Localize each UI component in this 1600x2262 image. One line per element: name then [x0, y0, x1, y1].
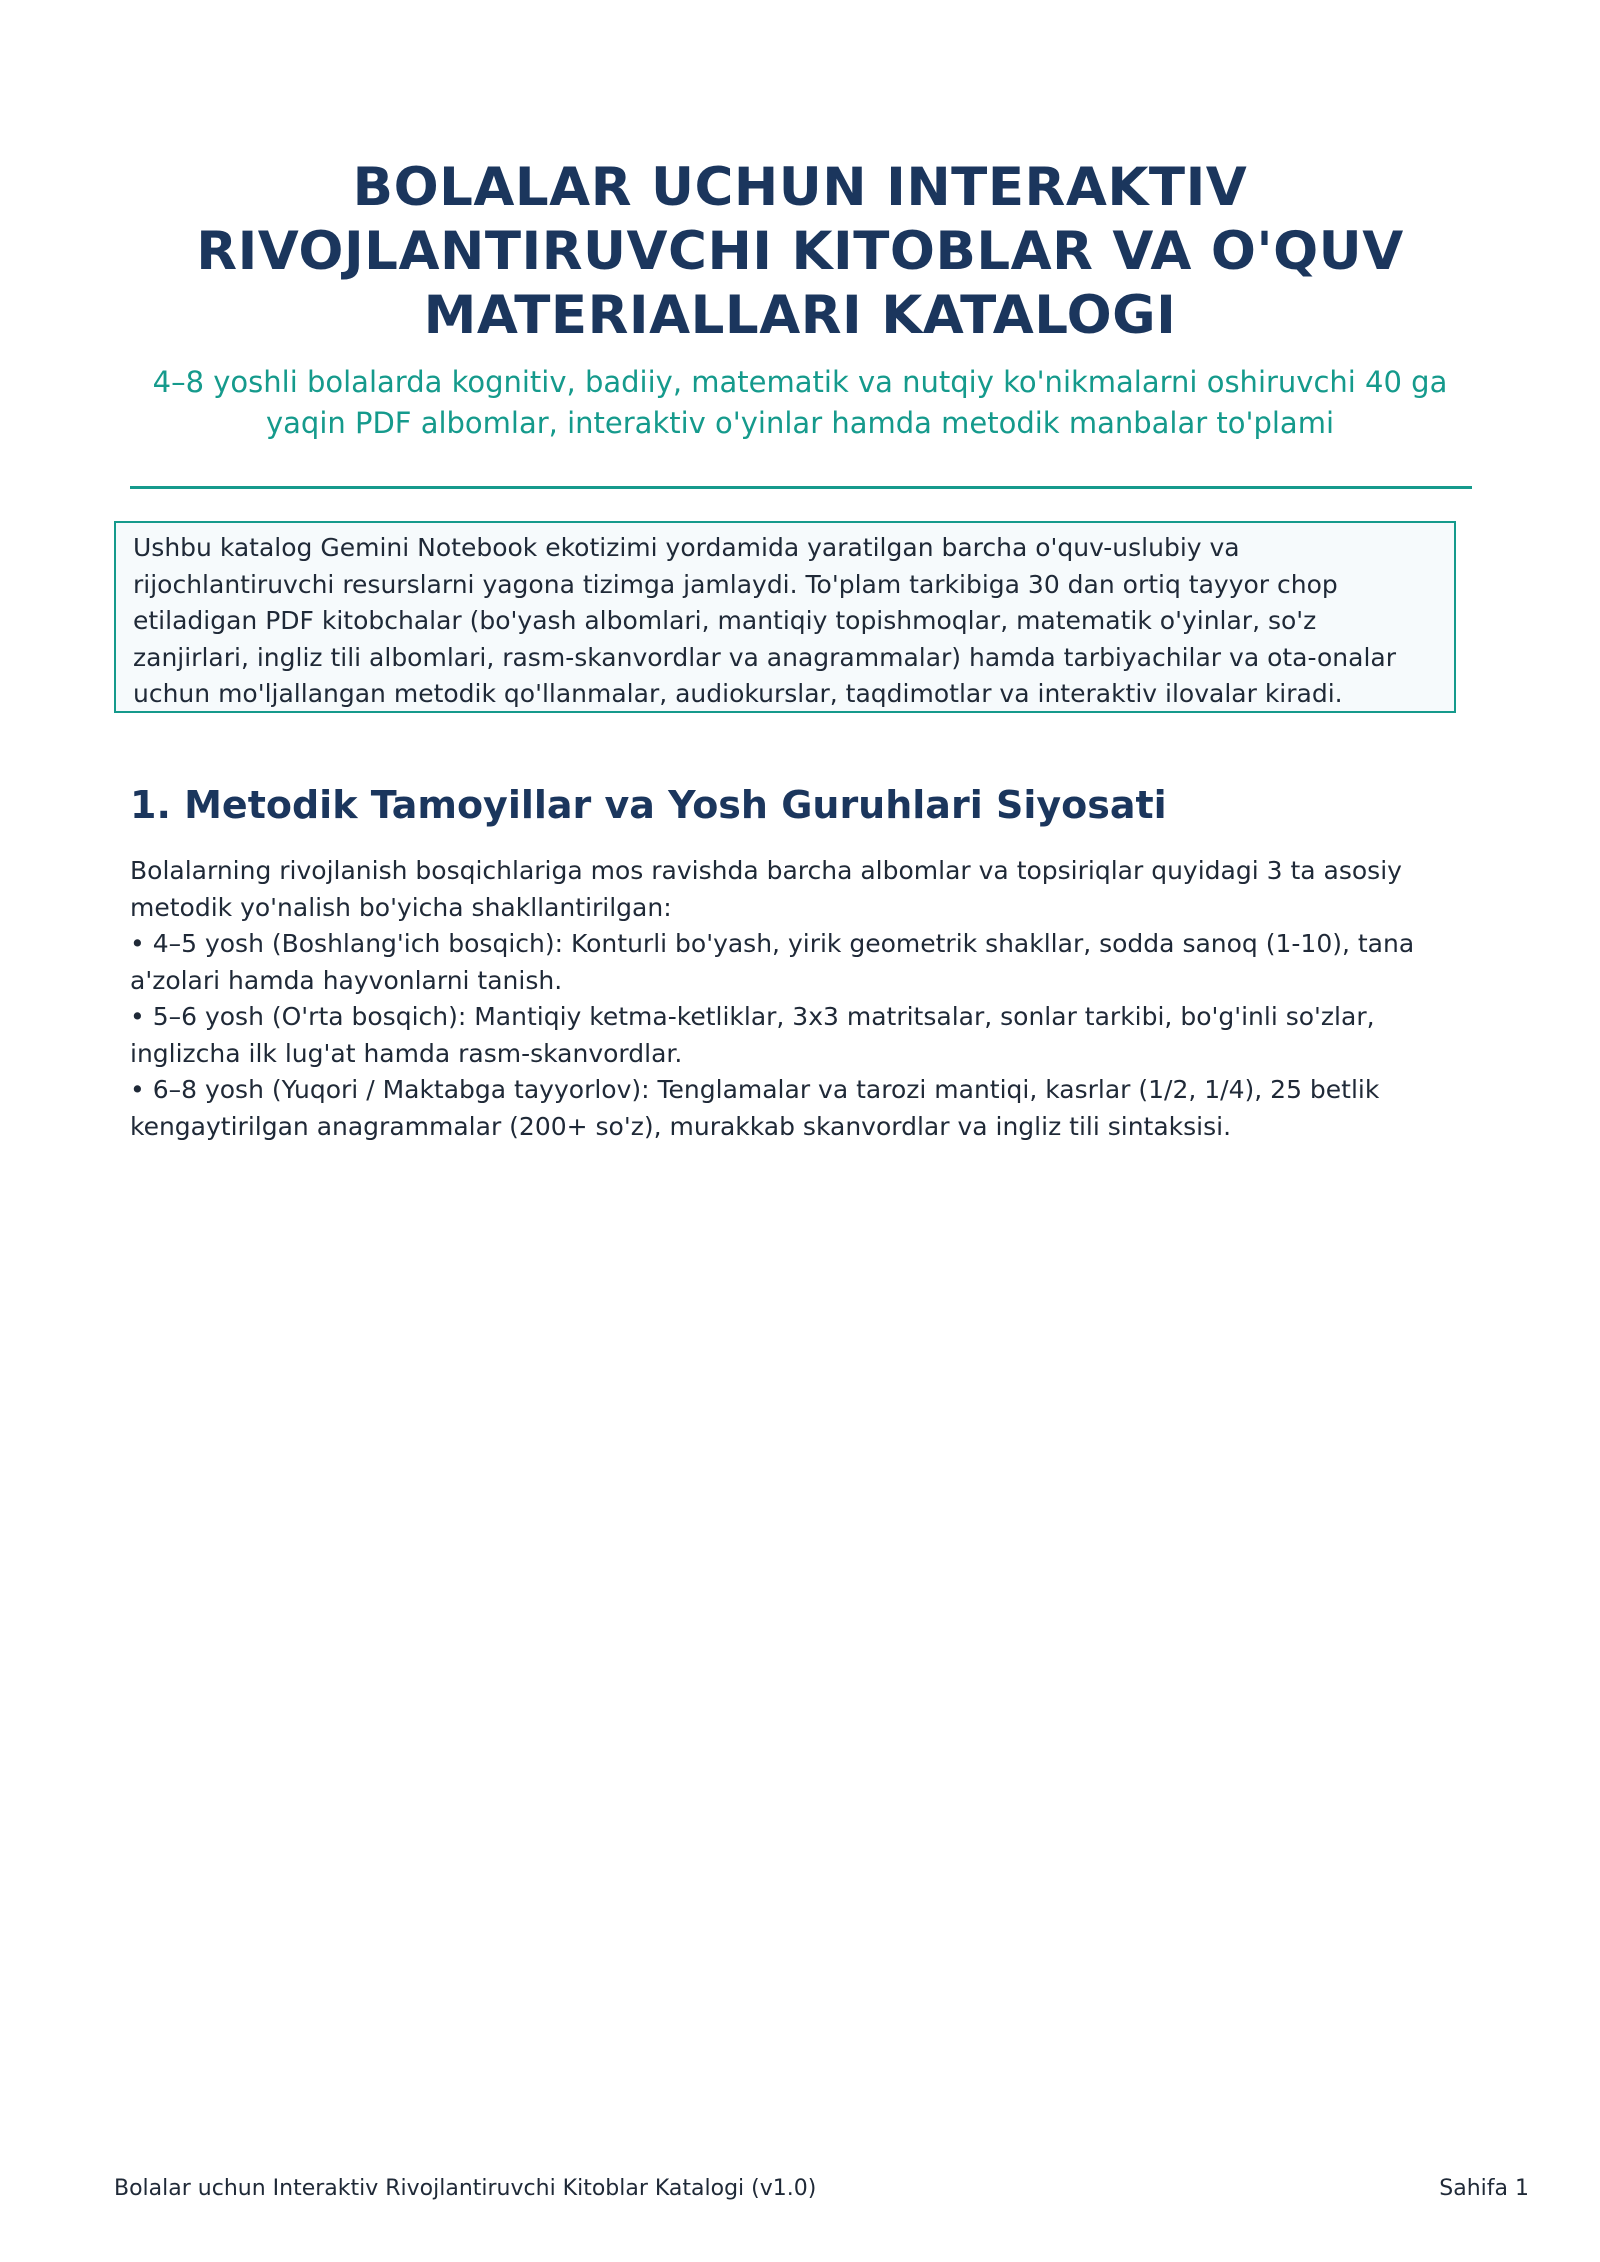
- section-heading: 1. Metodik Tamoyillar va Yosh Guruhlari Siyosati: [130, 783, 1167, 827]
- document-title: BOLALAR UCHUN INTERAKTIV RIVOJLANTIRUVCHI KITOBLAR VA O'QUV MATERIALLARI KATALOGI: [196, 157, 1404, 346]
- footer-page-number: Sahifa 1: [1439, 2176, 1529, 2201]
- document-subtitle: 4–8 yoshli bolalarda kognitiv, badiiy, matematik va nutqiy ko'nikmalarni oshiruvchi 40 ga yaqin PDF albomlar, interaktiv o'yinlar hamda metodik manbalar to'plami: [152, 365, 1448, 440]
- intro-box: [114, 521, 1456, 713]
- section-lead-paragraph: Bolalarning rivojlanish bosqichlariga mos ravishda barcha albomlar va topsiriqlar quyidagi 3 ta asosiy metodik yo'nalish bo'yicha shakllantirilgan:: [130, 856, 1402, 922]
- title-block: [130, 156, 1470, 444]
- age-group-item: • 4–5 yosh (Boshlang'ich bosqich): Konturli bo'yash, yirik geometrik shakllar, sodda sanoq (1-10), tana a'zolari hamda hayvonlarni tanish.: [130, 929, 1415, 995]
- footer-document-name: Bolalar uchun Interaktiv Rivojlantiruvchi Kitoblar Katalogi (v1.0): [114, 2176, 817, 2201]
- title-divider: [130, 486, 1472, 489]
- age-group-item: • 5–6 yosh (O'rta bosqich): Mantiqiy ketma-ketliklar, 3x3 matritsalar, sonlar tarkibi, bo'g'inli so'zlar, inglizcha ilk lug'at hamda rasm-skanvordlar.: [130, 1002, 1375, 1068]
- intro-text: Ushbu katalog Gemini Notebook ekotizimi yordamida yaratilgan barcha o'quv-uslubiy va rijochlantiruvchi resurslarni yagona tizimga jamlaydi. To'plam tarkibiga 30 dan ortiq tayyor chop etiladigan PDF kitobchalar (bo'yash albomlari, mantiqiy topishmoqlar, matematik o'yinlar, so'z zanjirlari, ingliz tili albomlari, rasm-skanvordlar va anagrammalar) hamda tarbiyachilar va ota-onalar uchun mo'ljallangan metodik qo'llanmalar, audiokurslar, taqdimotlar va interaktiv ilovalar kiradi.: [133, 533, 1396, 708]
- section-body: [130, 853, 1475, 1145]
- age-group-item: • 6–8 yosh (Yuqori / Maktabga tayyorlov): Tenglamalar va tarozi mantiqi, kasrlar (1/2, 1/4), 25 betlik kengaytirilgan anagrammalar (200+ so'z), murakkab skanvordlar va ingliz tili sintaksisi.: [130, 1075, 1380, 1141]
